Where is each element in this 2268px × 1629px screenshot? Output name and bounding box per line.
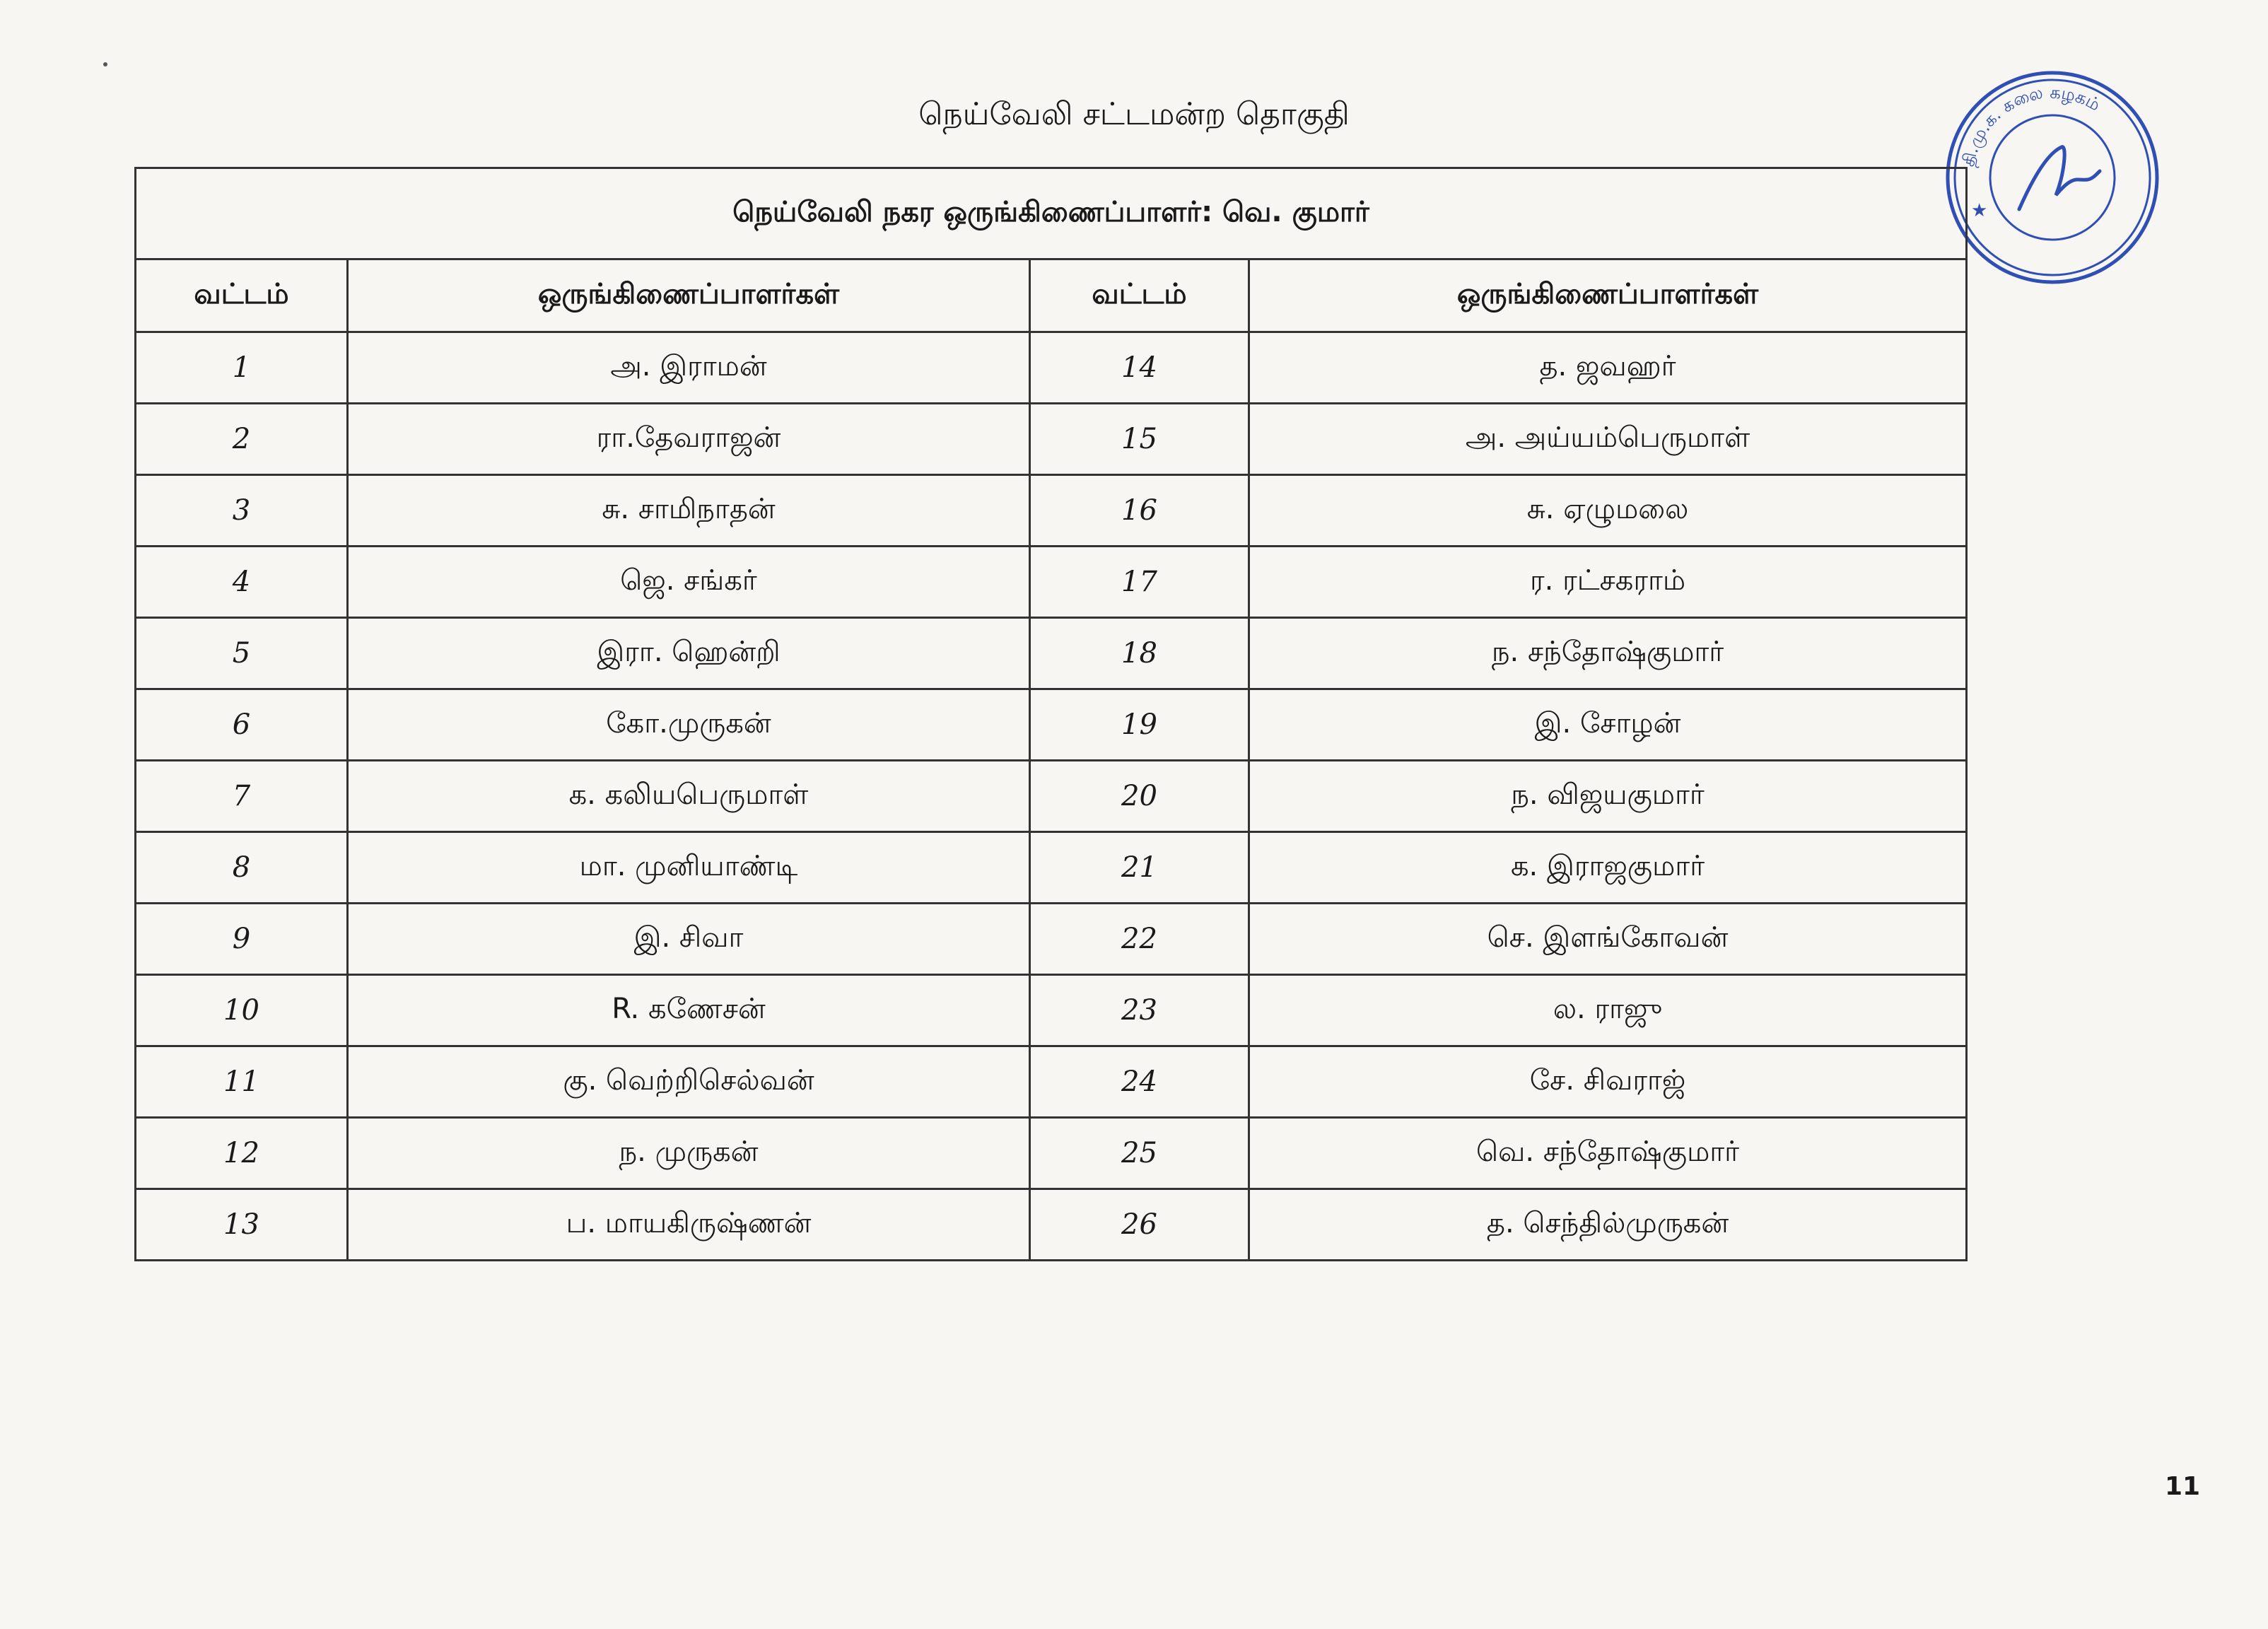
page-title: நெய்வேலி சட்டமன்ற தொகுதி <box>918 96 1350 132</box>
ward-number: 7 <box>136 761 348 832</box>
table-row <box>136 1046 1967 1118</box>
scan-speck <box>103 62 107 66</box>
coordinator-name: ரா.தேவராஜன் <box>348 404 1030 475</box>
coordinator-name: வெ. சந்தோஷ்குமார் <box>1249 1118 1967 1189</box>
table-row <box>136 975 1967 1046</box>
ward-number: 25 <box>1030 1118 1249 1189</box>
coordinator-name: கு. வெற்றிசெல்வன் <box>348 1046 1030 1118</box>
ward-number: 3 <box>136 475 348 547</box>
coordinator-name: சே. சிவராஜ் <box>1249 1046 1967 1118</box>
ward-number: 8 <box>136 832 348 904</box>
ward-number: 17 <box>1030 547 1249 618</box>
coordinator-name: ந. சந்தோஷ்குமார் <box>1249 618 1967 689</box>
table-row <box>136 689 1967 761</box>
table-row <box>136 618 1967 689</box>
column-header-coordinators-2: ஒருங்கிணைப்பாளர்கள் <box>1249 259 1967 332</box>
table-row <box>136 832 1967 904</box>
column-header-ward-1: வட்டம் <box>136 259 348 332</box>
coordinator-name: ந. முருகன் <box>348 1118 1030 1189</box>
ward-number: 24 <box>1030 1046 1249 1118</box>
ward-number: 20 <box>1030 761 1249 832</box>
table-row <box>136 404 1967 475</box>
table-row <box>136 475 1967 547</box>
table-heading: நெய்வேலி நகர ஒருங்கிணைப்பாளர்: வெ. குமார் <box>136 168 1967 259</box>
svg-text:★: ★ <box>1971 200 1988 221</box>
table-row <box>136 1118 1967 1189</box>
ward-number: 19 <box>1030 689 1249 761</box>
coordinator-name: ல. ராஜு <box>1249 975 1967 1046</box>
coordinator-name: ஜெ. சங்கர் <box>348 547 1030 618</box>
coordinator-name: க. இராஜகுமார் <box>1249 832 1967 904</box>
coordinator-name: கோ.முருகன் <box>348 689 1030 761</box>
coordinator-name: அ. அய்யம்பெருமாள் <box>1249 404 1967 475</box>
ward-number: 18 <box>1030 618 1249 689</box>
ward-number: 15 <box>1030 404 1249 475</box>
ward-number: 21 <box>1030 832 1249 904</box>
coordinator-name: இ. சோழன் <box>1249 689 1967 761</box>
svg-text:தி.மு.க. கலை கழகம் <box>1958 83 2104 169</box>
ward-number: 16 <box>1030 475 1249 547</box>
coordinator-name: சு. ஏழுமலை <box>1249 475 1967 547</box>
coordinator-name: ர. ரட்சகராம் <box>1249 547 1967 618</box>
page-number: 11 <box>2165 1472 2201 1501</box>
ward-number: 10 <box>136 975 348 1046</box>
header-row <box>136 259 1967 332</box>
ward-number: 12 <box>136 1118 348 1189</box>
column-header-ward-2: வட்டம் <box>1030 259 1249 332</box>
table-row <box>136 904 1967 975</box>
ward-number: 4 <box>136 547 348 618</box>
table-row <box>136 1189 1967 1261</box>
ward-number: 6 <box>136 689 348 761</box>
table-row <box>136 761 1967 832</box>
coordinator-name: ந. விஜயகுமார் <box>1249 761 1967 832</box>
official-stamp <box>1943 68 2162 287</box>
ward-number: 2 <box>136 404 348 475</box>
coordinator-name: அ. இராமன் <box>348 332 1030 404</box>
coordinator-name: த. ஜவஹர் <box>1249 332 1967 404</box>
coordinator-name: ப. மாயகிருஷ்ணன் <box>348 1189 1030 1261</box>
ward-number: 1 <box>136 332 348 404</box>
coordinator-name: செ. இளங்கோவன் <box>1249 904 1967 975</box>
ward-number: 13 <box>136 1189 348 1261</box>
ward-number: 22 <box>1030 904 1249 975</box>
ward-number: 9 <box>136 904 348 975</box>
ward-number: 5 <box>136 618 348 689</box>
coordinator-name: சு. சாமிநாதன் <box>348 475 1030 547</box>
coordinator-name: R. கணேசன் <box>348 975 1030 1046</box>
table-row <box>136 332 1967 404</box>
ward-number: 26 <box>1030 1189 1249 1261</box>
ward-number: 14 <box>1030 332 1249 404</box>
coordinator-name: த. செந்தில்முருகன் <box>1249 1189 1967 1261</box>
coordinators-table <box>134 167 1968 1261</box>
stamp-text: தி.மு.க. கலை கழகம் <box>1958 82 2104 169</box>
coordinator-name: இ. சிவா <box>348 904 1030 975</box>
column-header-coordinators-1: ஒருங்கிணைப்பாளர்கள் <box>348 259 1030 332</box>
signature-mark <box>2019 147 2100 209</box>
table-row <box>136 547 1967 618</box>
ward-number: 23 <box>1030 975 1249 1046</box>
ward-number: 11 <box>136 1046 348 1118</box>
coordinator-name: க. கலியபெருமாள் <box>348 761 1030 832</box>
coordinator-name: மா. முனியாண்டி <box>348 832 1030 904</box>
coordinator-name: இரா. ஹென்றி <box>348 618 1030 689</box>
